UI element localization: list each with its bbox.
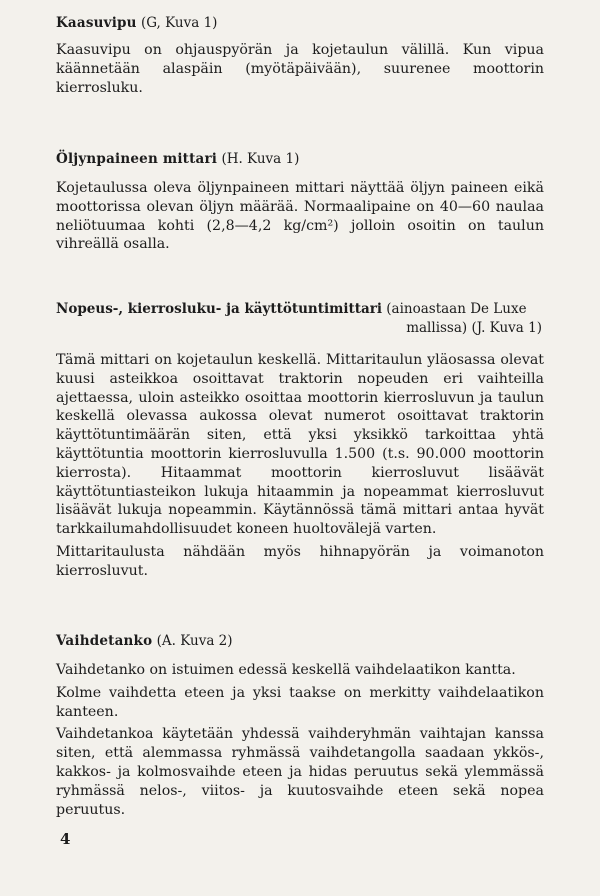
paragraph: Vaihdetankoa käytetään yhdessä vaihderyhmän vaihtajan kanssa siten, että alemmassa ryhmässä vaihdetangolla saadaan ykkös-, kakkos- ja kolmosvaihde eteen ja hidas peruutus sekä ylemmässä ryhmässä nelos-, viitos- ja kuutosvaihde eteen sekä nopea peruutus.	[56, 726, 544, 818]
section-title: Vaihdetanko	[56, 633, 153, 649]
section-nopeusmittari	[56, 300, 544, 581]
section-title: Nopeus-, kierrosluku- ja käyttötuntimittari	[56, 301, 382, 317]
section-title: Öljynpaineen mittari	[56, 151, 218, 167]
page-number: 4	[60, 830, 71, 848]
paragraph: Vaihdetanko on istuimen edessä keskellä vaihdelaatikon kantta.	[56, 662, 516, 678]
section-heading	[56, 150, 544, 168]
figure-reference: (A. Kuva 2)	[156, 633, 233, 649]
figure-reference: (ainoastaan De Luxe	[386, 301, 527, 317]
section-oljynpaineen-mittari	[56, 150, 544, 254]
paragraph: Kaasuvipu on ohjauspyörän ja kojetaulun välillä. Kun vipua käännetään alaspäin (myötäpäivään), suurenee moottorin kierrosluku.	[56, 42, 544, 96]
figure-reference-continued: mallissa) (J. Kuva 1)	[406, 320, 542, 336]
paragraph: Tämä mittari on kojetaulun keskellä. Mittaritaulun yläosassa olevat kuusi asteikkoa osoittavat traktorin nopeuden eri vaihteilla ajettaessa, uloin asteikko osoittaa moottorin kierrosluvun ja taulun keskellä olevassa aukossa olevat numerot osoittavat traktorin käyttötuntimäärän siten, että yksi yksikkö tarkoittaa yhtä käyttötuntia moottorin kierrosluvulla 1.500 (t.s. 90.000 moottorin kierrosta). Hitaammat moottorin kierrosluvut lisäävät käyttötuntiasteikon lukuja hitaammin ja nopeammat kierrosluvut lisäävät lukuja nopeammin. Käytännössä tämä mittari antaa hyvät tarkkailumahdollisuudet koneen huoltovälejä varten.	[56, 352, 544, 538]
section-vaihdetanko	[56, 632, 544, 819]
paragraph: Kolme vaihdetta eteen ja yksi taakse on merkitty vaihdelaatikon kanteen.	[56, 684, 544, 720]
paragraph: Kojetaulussa oleva öljynpaineen mittari näyttää öljyn paineen eikä moottorissa olevan öljyn määrää. Normaalipaine on 40—60 naulaa neliötuumaa kohti (2,8—4,2 kg/cm²) jolloin osoitin on taulun vihreällä osalla.	[56, 180, 544, 253]
section-heading	[56, 300, 544, 338]
paragraph: Mittaritaulusta nähdään myös hihnapyörän ja voimanoton kierrosluvut.	[56, 543, 544, 579]
figure-reference: (G, Kuva 1)	[140, 15, 218, 31]
section-heading	[56, 632, 544, 650]
section-title: Kaasuvipu	[56, 15, 137, 31]
figure-reference: (H. Kuva 1)	[221, 151, 300, 167]
section-heading	[56, 14, 544, 32]
section-kaasuvipu	[56, 14, 544, 97]
